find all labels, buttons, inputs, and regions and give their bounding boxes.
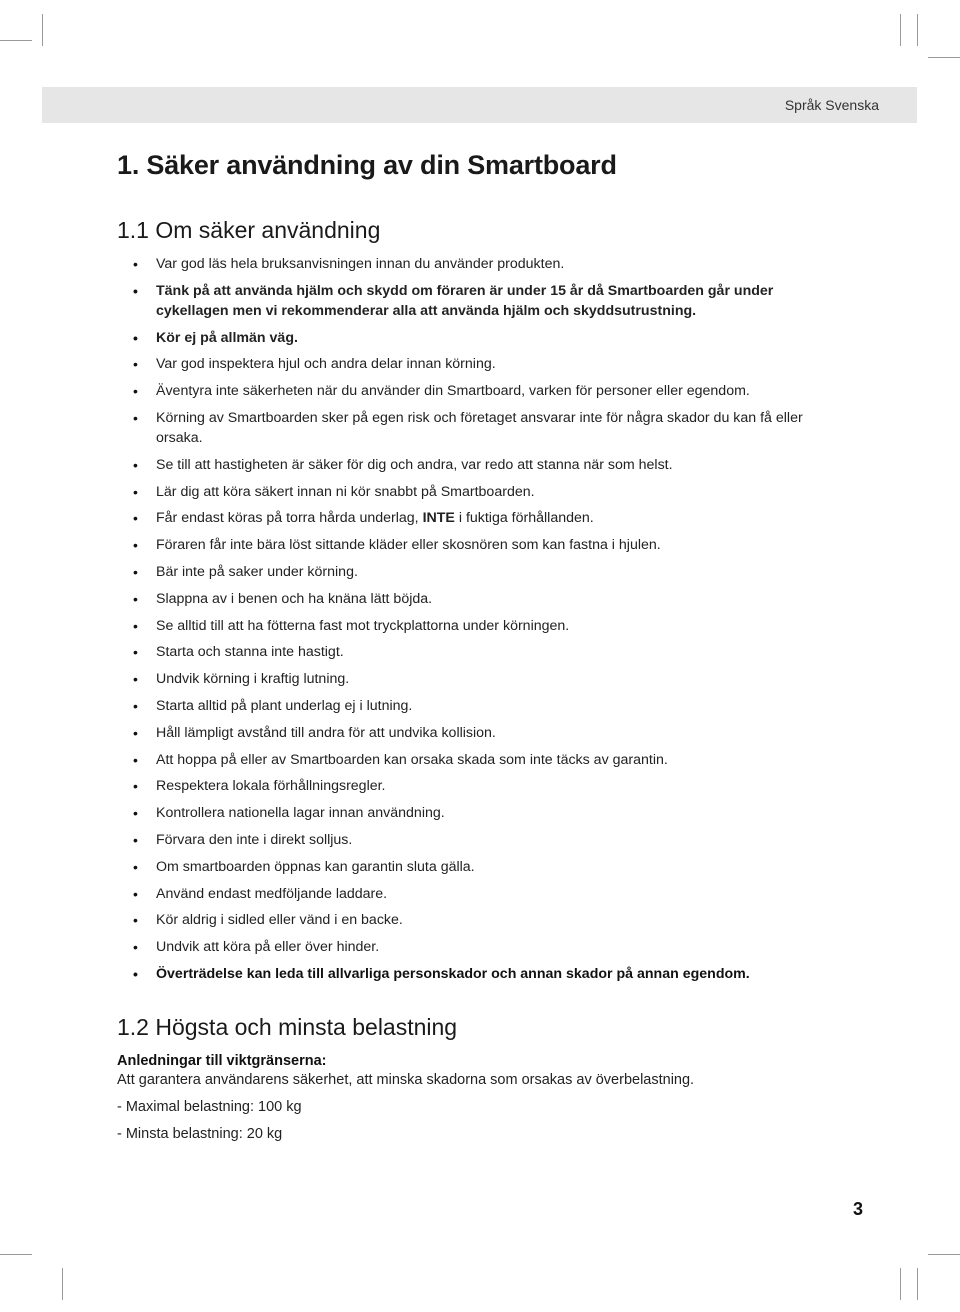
- bullet-icon: •: [133, 537, 138, 554]
- bullet-icon: •: [133, 805, 138, 822]
- crop-mark: [0, 40, 32, 41]
- bullet-icon: •: [133, 256, 138, 272]
- list-item: • Tänk på att använda hjälm och skydd om föraren är under 15 år då Smartboarden går under cykellagen men vi rekommenderar alla att använda hjälm och skyddsutrustning.: [133, 282, 774, 319]
- crop-mark: [928, 57, 960, 58]
- crop-mark: [900, 14, 901, 46]
- bullet-icon: •: [133, 510, 138, 527]
- list-item: • Föraren får inte bära löst sittande kläder eller skosnören som kan fastna i hjulen.: [133, 537, 661, 554]
- bullet-icon: •: [133, 329, 138, 346]
- bullet-icon: •: [133, 617, 138, 634]
- list-item: • Kör ej på allmän väg.: [133, 329, 298, 346]
- list-item: • Överträdelse kan leda till allvarliga personskador och annan skador på annan egendom.: [133, 965, 750, 982]
- bullet-icon: •: [133, 751, 138, 768]
- list-item: • Lär dig att köra säkert innan ni kör snabbt på Smartboarden.: [133, 483, 535, 500]
- list-item: • Undvik körning i kraftig lutning.: [133, 671, 350, 688]
- reasons-label: Anledningar till viktgränserna:: [117, 1053, 327, 1069]
- bullet-icon: •: [133, 671, 138, 688]
- page-title: 1. Säker användning av din Smartboard: [117, 150, 617, 180]
- crop-mark: [0, 1254, 32, 1255]
- crop-mark: [42, 14, 43, 46]
- list-item: • Se alltid till att ha fötterna fast mot tryckplattorna under körningen.: [133, 617, 570, 634]
- bullet-icon: •: [133, 456, 138, 473]
- language-label: Språk Svenska: [784, 97, 879, 113]
- list-item: • Starta alltid på plant underlag ej i lutning.: [133, 697, 413, 714]
- list-item: • Kör aldrig i sidled eller vänd i en backe.: [133, 912, 403, 929]
- bullet-icon: •: [133, 939, 138, 956]
- list-item: • Bär inte på saker under körning.: [133, 563, 358, 580]
- bullet-icon: •: [133, 356, 138, 373]
- list-item: • Var god inspektera hjul och andra delar innan körning.: [133, 356, 496, 373]
- max-load: - Maximal belastning: 100 kg: [117, 1099, 302, 1115]
- bullet-icon: •: [133, 697, 138, 714]
- list-item: • Starta och stanna inte hastigt.: [133, 644, 344, 661]
- bullet-icon: •: [133, 383, 138, 400]
- bullet-icon: •: [133, 644, 138, 661]
- bullet-icon: •: [133, 858, 138, 875]
- bullet-icon: •: [133, 778, 138, 795]
- list-item: • Förvara den inte i direkt solljus.: [133, 831, 353, 848]
- section-heading-safe-use: 1.1 Om säker användning: [117, 217, 381, 243]
- bullet-icon: •: [133, 483, 138, 500]
- bullet-icon: •: [133, 282, 138, 299]
- list-item: • Att hoppa på eller av Smartboarden kan orsaka skada som inte täcks av garantin.: [133, 751, 668, 768]
- list-item: • Slappna av i benen och ha knäna lätt böjda.: [133, 590, 433, 607]
- crop-mark: [917, 14, 918, 46]
- list-item: • Kontrollera nationella lagar innan användning.: [133, 805, 445, 822]
- page-number: 3: [853, 1199, 864, 1219]
- bullet-icon: •: [133, 885, 138, 902]
- list-item: • Använd endast medföljande laddare.: [133, 885, 388, 902]
- crop-mark: [900, 1268, 901, 1300]
- crop-mark: [928, 1254, 960, 1255]
- bullet-icon: •: [133, 965, 138, 982]
- bullet-icon: •: [133, 590, 138, 607]
- list-item: • Håll lämpligt avstånd till andra för att undvika kollision.: [133, 724, 496, 741]
- safety-rules-list: [117, 254, 847, 991]
- bullet-icon: •: [133, 563, 138, 580]
- emphasis-inte: INTE: [422, 510, 455, 527]
- list-item: • Var god läs hela bruksanvisningen innan du använder produkten.: [133, 256, 565, 272]
- list-item: • Respektera lokala förhållningsregler.: [133, 778, 386, 795]
- bullet-icon: •: [133, 831, 138, 848]
- list-item: • Äventyra inte säkerheten när du använder din Smartboard, varken för personer eller egendom.: [133, 383, 750, 400]
- list-item: • Körning av Smartboarden sker på egen risk och företaget ansvarar inte för några skador du kan få eller orsaka.: [133, 409, 803, 446]
- bullet-icon: •: [133, 724, 138, 741]
- min-load: - Minsta belastning: 20 kg: [117, 1126, 283, 1142]
- reasons-text: Att garantera användarens säkerhet, att minska skadorna som orsakas av överbelastning.: [117, 1072, 695, 1088]
- crop-mark: [62, 1268, 63, 1300]
- bullet-icon: •: [133, 912, 138, 929]
- bullet-icon: •: [133, 409, 138, 426]
- list-item: • Undvik att köra på eller över hinder.: [133, 939, 380, 956]
- section-heading-load-limits: 1.2 Högsta och minsta belastning: [117, 1014, 458, 1040]
- list-item: • Om smartboarden öppnas kan garantin sluta gälla.: [133, 858, 475, 875]
- list-item: • Får endast köras på torra hårda underlag, INTE i fuktiga förhållanden.: [133, 510, 594, 527]
- list-item: • Se till att hastigheten är säker för dig och andra, var redo att stanna när som helst.: [133, 456, 673, 473]
- crop-mark: [917, 1268, 918, 1300]
